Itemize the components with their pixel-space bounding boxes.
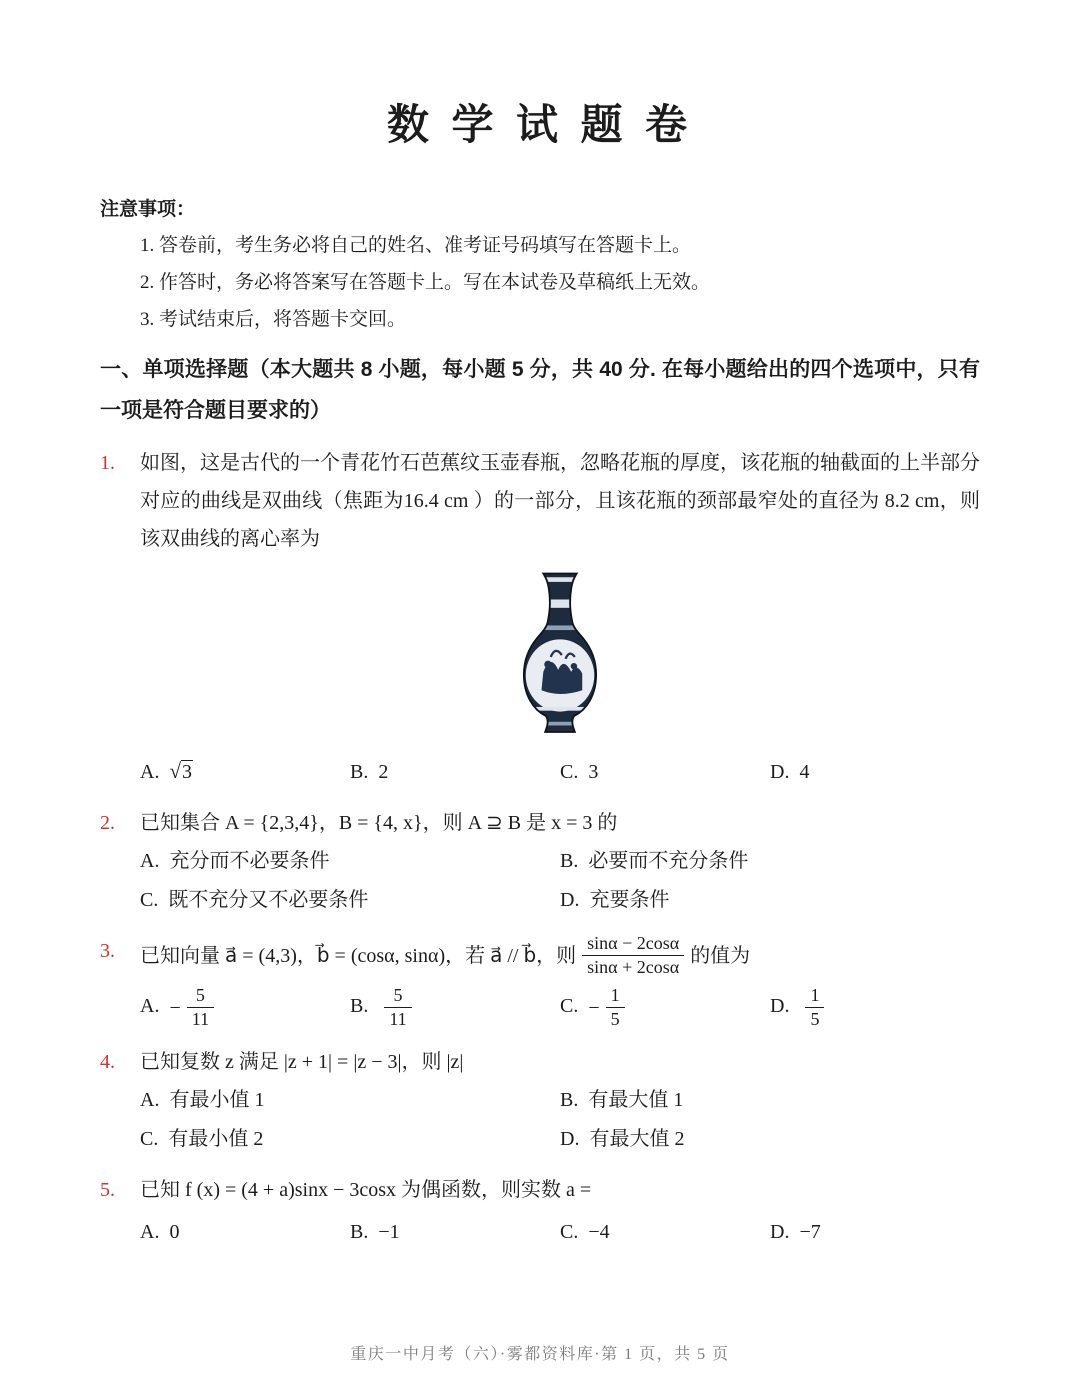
question-2 [100, 804, 980, 920]
option-a [140, 1213, 350, 1251]
fraction-numerator: 5 [384, 984, 411, 1008]
option-c [560, 1213, 770, 1251]
option-label: C. [560, 760, 579, 783]
question-1-text: 如图，这是古代的一个青花竹石芭蕉纹玉壶春瓶，忽略花瓶的厚度，该花瓶的轴截面的上半部分对应的曲线是双曲线（焦距为16.4 cm ）的一部分，且该花瓶的颈部最窄处的直径为 8.2 cm，则该双曲线的离心率为 [140, 452, 980, 551]
fraction [384, 984, 411, 1032]
vase-image [504, 568, 616, 744]
question-3-number: 3. [100, 939, 115, 962]
option-a [140, 984, 350, 1032]
option-a [140, 752, 350, 792]
question-4-text: 已知复数 z 满足 |z + 1| = |z − 3|，则 |z| [140, 1051, 464, 1074]
option-label: B. [350, 760, 369, 783]
option-c [560, 753, 770, 791]
fraction-denominator: 5 [810, 1009, 820, 1030]
option-d [560, 881, 980, 920]
question-1-number: 1. [100, 452, 115, 475]
question-3 [100, 932, 980, 1032]
option-b [560, 842, 980, 881]
option-value: 既不充分又不必要条件 [168, 888, 369, 911]
option-label: B. [350, 1221, 369, 1244]
option-label: D. [560, 888, 580, 911]
option-d [560, 1120, 980, 1159]
fraction-denominator: 11 [191, 1009, 210, 1030]
question-4-body [140, 1043, 980, 1159]
option-label: B. [560, 1089, 579, 1112]
option-label: A. [140, 995, 160, 1018]
radical-sign: √ [169, 759, 181, 784]
option-d [770, 984, 980, 1032]
option-value: 充分而不必要条件 [169, 849, 330, 872]
question-2-options [140, 842, 980, 920]
option-label: C. [140, 888, 159, 911]
question-5-number: 5. [100, 1179, 115, 1202]
option-label: B. [560, 849, 579, 872]
question-5-options [140, 1213, 980, 1251]
fraction [606, 984, 625, 1032]
question-1-body [140, 444, 980, 792]
section-heading: 一、单项选择题（本大题共 8 小题，每小题 5 分，共 40 分. 在每小题给出的四个选项中，只有一项是符合题目要求的） [100, 358, 980, 423]
option-value: 必要而不充分条件 [588, 849, 749, 872]
option-label: A. [140, 1221, 160, 1244]
sign: − [169, 996, 181, 1019]
option-a [140, 1081, 560, 1120]
option-value: 有最大值 1 [588, 1089, 684, 1112]
fraction [187, 984, 214, 1032]
option-label: A. [140, 761, 160, 784]
fraction [805, 984, 824, 1032]
notice-item-3: 3. 考试结束后，将答题卡交回。 [140, 309, 407, 331]
question-3-body [140, 932, 980, 1032]
notice-heading: 注意事项： [100, 199, 196, 220]
option-c [140, 881, 560, 920]
fraction-denominator: sinα + 2cosα [587, 957, 680, 978]
question-3-text [140, 932, 980, 980]
question-4-number: 4. [100, 1051, 115, 1074]
vase-figure [140, 568, 980, 744]
option-value: 有最大值 2 [589, 1128, 685, 1151]
option-b [350, 1213, 560, 1251]
question-2-text: 已知集合 A = {2,3,4}，B = {4, x}，则 A ⊇ B 是 x = 3 的 [140, 811, 618, 834]
option-value: 4 [799, 760, 810, 783]
radicand: 3 [181, 761, 192, 784]
option-b [350, 984, 560, 1032]
option-value: −1 [378, 1221, 400, 1244]
option-label: C. [560, 995, 579, 1018]
question-1-options [140, 752, 980, 792]
option-value: 有最小值 2 [168, 1128, 264, 1151]
option-b [560, 1081, 980, 1120]
fraction-denominator: 11 [389, 1009, 407, 1030]
vase-pattern [504, 568, 615, 744]
notice-section [100, 194, 980, 338]
option-c [560, 984, 770, 1032]
option-label: C. [140, 1128, 159, 1151]
option-label: B. [350, 995, 369, 1018]
question-2-number: 2. [100, 811, 115, 834]
option-value: 2 [378, 760, 389, 783]
fraction [582, 932, 684, 980]
option-label: A. [140, 1089, 160, 1112]
option-value: −7 [799, 1221, 821, 1244]
notice-item-1: 1. 答卷前，考生务必将自己的姓名、准考证号码填写在答题卡上。 [140, 235, 692, 256]
question-1 [100, 444, 980, 792]
question-4-options [140, 1081, 980, 1159]
question-4 [100, 1043, 980, 1159]
fraction-numerator: 1 [606, 984, 625, 1008]
option-d [770, 1213, 980, 1251]
stem-pre: 已知向量 a⃗ = (4,3)，b⃗ = (cosα, sinα)，若 a⃗ // b⃗，则 [140, 944, 577, 967]
option-label: A. [140, 849, 160, 872]
fraction-numerator: 1 [805, 984, 824, 1008]
stem-post: 的值为 [690, 944, 751, 967]
sign: − [588, 996, 600, 1019]
fraction-numerator: sinα − 2cosα [582, 932, 684, 956]
option-label: D. [770, 760, 790, 783]
question-5-text: 已知 f (x) = (4 + a)sinx − 3cosx 为偶函数，则实数 a = [140, 1179, 592, 1202]
notice-item-2: 2. 作答时，务必将答案写在答题卡上。写在本试卷及草稿纸上无效。 [140, 272, 711, 294]
option-a [140, 842, 560, 881]
option-label: C. [560, 1221, 579, 1244]
option-value: −4 [588, 1221, 610, 1244]
option-d [770, 753, 980, 791]
option-value: 3 [588, 760, 599, 783]
page-footer: 重庆一中月考（六）·雾都资料库·第 1 页，共 5 页 [350, 1346, 730, 1363]
fraction-denominator: 5 [610, 1009, 620, 1030]
option-b [350, 753, 560, 791]
option-value: 有最小值 1 [169, 1089, 265, 1112]
option-label: D. [560, 1128, 580, 1151]
fraction-numerator: 5 [187, 984, 214, 1008]
question-5-body [140, 1171, 980, 1251]
option-value: 0 [169, 1221, 180, 1244]
option-value: 充要条件 [589, 888, 670, 911]
question-2-body [140, 804, 980, 920]
question-3-options [140, 984, 980, 1032]
page-title: 数 学 试 题 卷 [386, 103, 693, 149]
option-c [140, 1120, 560, 1159]
question-5 [100, 1171, 980, 1251]
option-label: D. [770, 1221, 790, 1244]
option-label: D. [770, 995, 790, 1018]
